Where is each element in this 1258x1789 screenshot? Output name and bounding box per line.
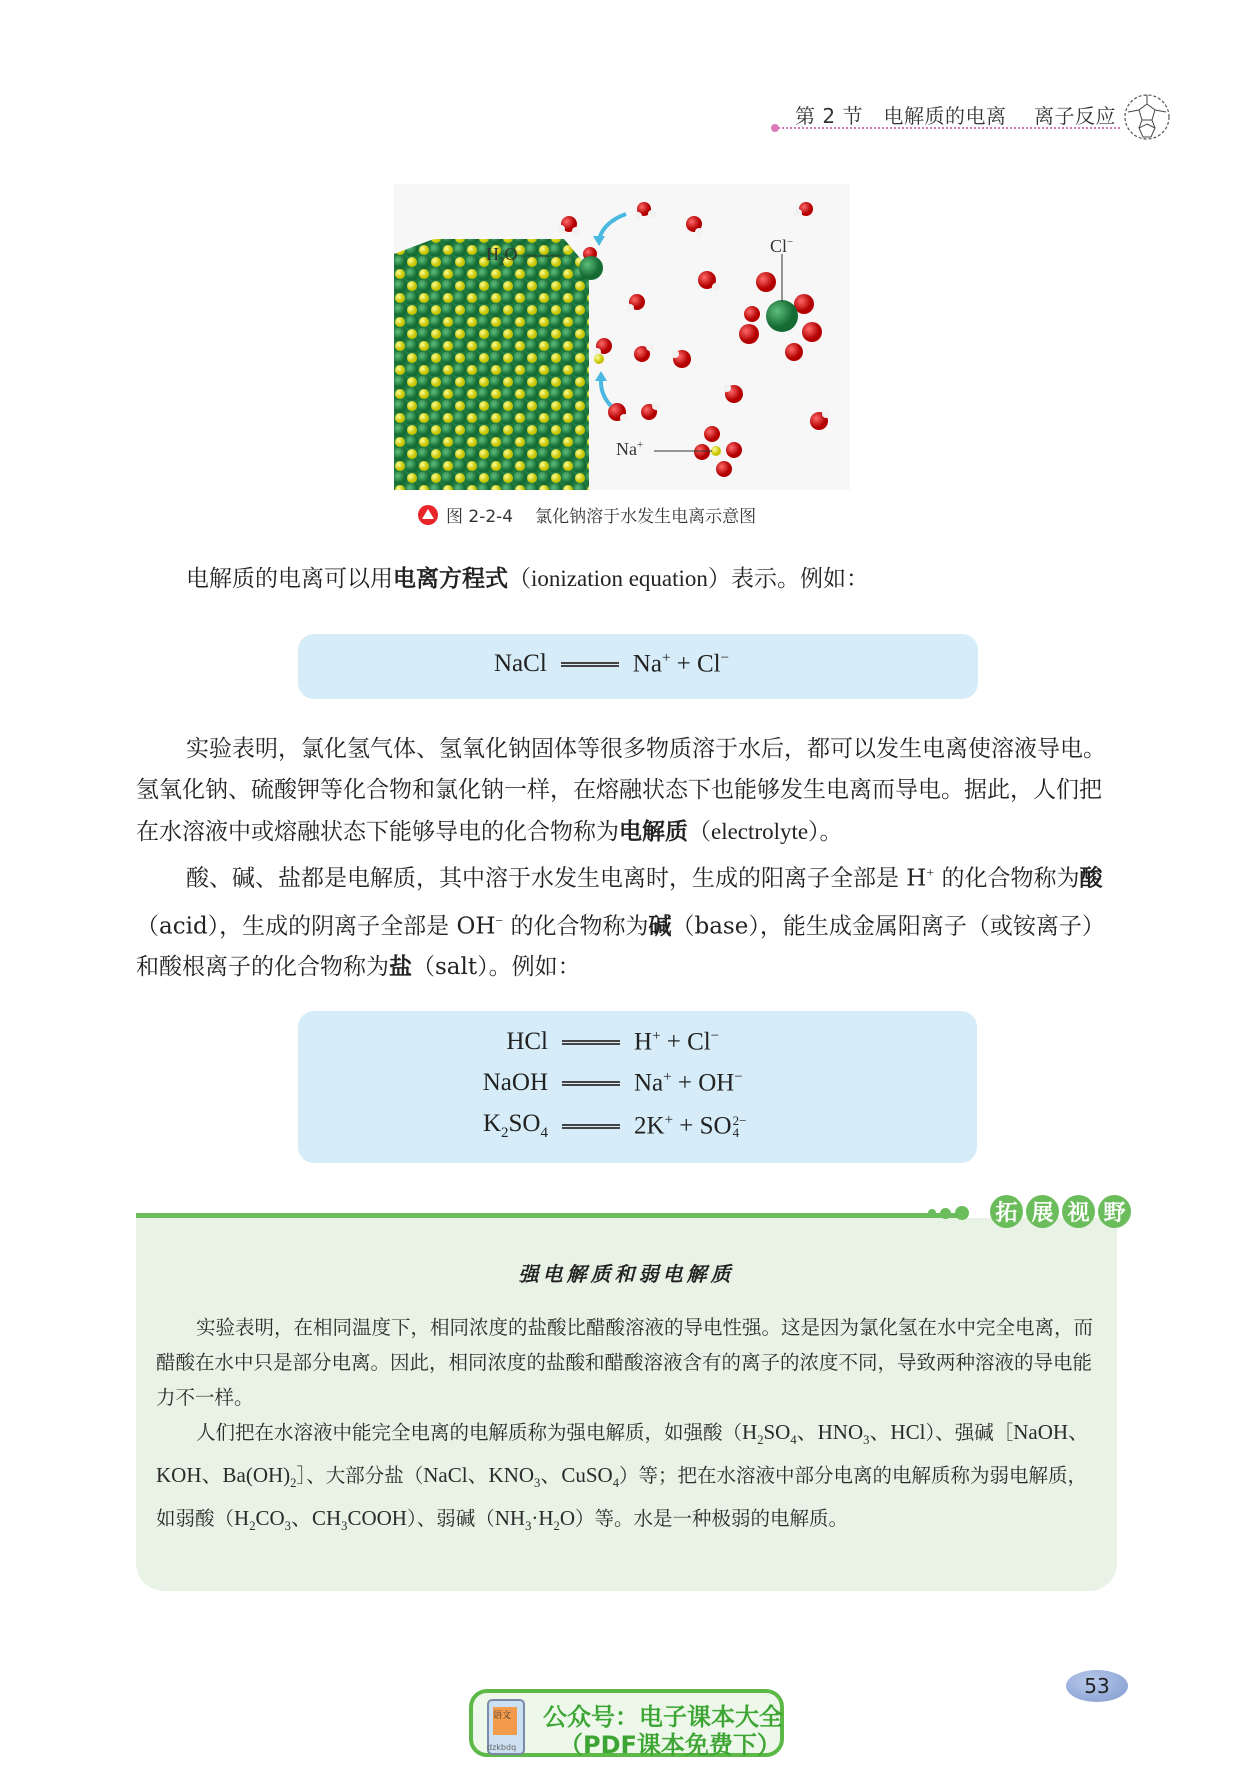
intro-text: 电解质的电离可以用 [186, 566, 393, 592]
term-electrolyte: 电解质 [619, 819, 688, 845]
para1-english: （electrolyte）。 [688, 819, 843, 844]
promo-line-1: 公众号：电子课本大全 [543, 1703, 783, 1731]
caption-number: 图 2-2-4 [446, 507, 514, 527]
extension-dots [928, 1206, 969, 1220]
promo-banner[interactable] [469, 1689, 784, 1757]
eq-lhs: NaOH [482, 1069, 548, 1097]
eq-rhs: 2K+ + SO 2− 4 [634, 1111, 747, 1141]
badge-char: 拓 [990, 1195, 1023, 1228]
para2-text-4: 的化合物称为 [503, 913, 649, 940]
extension-heading-badges [990, 1195, 1131, 1228]
nacl-dissolution-figure [394, 184, 850, 490]
eq-lhs: $K_2SO_4$ [482, 1110, 548, 1141]
h-plus-sup: + [926, 865, 935, 880]
fullerene-icon [1122, 92, 1172, 142]
badge-char: 展 [1026, 1195, 1059, 1228]
badge-char: 野 [1098, 1195, 1131, 1228]
intro-post: 表示。例如： [730, 566, 869, 592]
term-acid: 酸 [1079, 865, 1103, 892]
equals-arrow-icon [562, 1040, 620, 1045]
extension-title: 强电解质和弱电解质 [518, 1262, 735, 1286]
promo-line-2: （PDF课本免费下） [559, 1731, 781, 1759]
header-rule [775, 127, 1120, 129]
extension-rule [136, 1213, 966, 1218]
term-salt: 盐 [389, 954, 412, 981]
h2o-label: $H_2O$ [486, 244, 518, 268]
paragraph-acid-base-salt [136, 852, 1116, 988]
extension-paragraph-1: 实验表明，在相同温度下，相同浓度的盐酸比醋酸溶液的导电性强。这是因为氯化氢在水中完全电离，而醋酸在水中只是部分电离。因此，相同浓度的盐酸和醋酸溶液含有的离子的浓度不同，导致两种溶液的导电能力不一样。 [156, 1316, 1094, 1409]
equation-naoh [470, 1069, 743, 1097]
para2-text-5: （base），能生成金属阳离子（或铵离子）和酸根离子的化合物称为 [136, 913, 1105, 981]
eq-lhs: HCl [506, 1028, 548, 1056]
oh-minus-sup: − [495, 912, 504, 928]
para1-text: 实验表明，氯化氢气体、氢氧化钠固体等很多物质溶于水后，都可以发生电离使溶液导电。氢氧化钠、硫酸钾等化合物和氯化钠一样，在熔融状态下也能够发生电离而导电。据此，人们把在水溶液中或熔融状态下能够导电的化合物称为 [136, 736, 1106, 845]
equation-k2so4 [470, 1110, 746, 1142]
figure-caption [418, 502, 756, 527]
promo-small-text: dzkbdq [487, 1743, 517, 1752]
term-ionization-equation: 电离方程式 [393, 566, 508, 592]
equation-hcl [470, 1028, 719, 1056]
intro-english: （ionization equation） [508, 566, 731, 591]
extension-paragraph-2: 人们把在水溶液中能完全电离的电解质称为强电解质，如强酸（$H_2SO_4$、$HNO_3$、HCl）、强碱［NaOH、KOH、$Ba(OH)_2]$、大部分盐（NaCl、$KNO_3$、CuSO$_4$）等；把在水溶液中部分电离的电解质称为弱电解质，如弱酸（$H_2CO_3$、$CH_3COOH$）、弱碱$(NH_3\cdot H_2O)$等。水是一种极弱的电解质。 [156, 1420, 1090, 1534]
badge-char: 视 [1062, 1195, 1095, 1228]
eq-rhs: Na+ + OH− [634, 1069, 743, 1097]
equals-arrow-icon [561, 662, 619, 667]
ebook-icon: 语文 [487, 1699, 525, 1755]
term-base: 碱 [648, 913, 672, 940]
eq-lhs: NaCl [494, 650, 547, 678]
eq-rhs: H+ + Cl− [634, 1028, 720, 1056]
page-number: 53 [1066, 1670, 1128, 1702]
na-ion-label: Na+ [616, 439, 644, 459]
paragraph-electrolyte [136, 729, 1116, 853]
para2-text-6: （salt）。例如： [412, 954, 581, 981]
equals-arrow-icon [562, 1081, 620, 1086]
intro-paragraph [136, 558, 1116, 600]
caption-triangle-icon [418, 505, 438, 525]
equals-arrow-icon [562, 1124, 620, 1129]
para2-text-2: 的化合物称为 [934, 865, 1080, 892]
equation-nacl [494, 650, 729, 678]
para2-text-1: 酸、碱、盐都是电解质，其中溶于水发生电离时，生成的阳离子全部是 H [186, 865, 927, 892]
caption-text: 氯化钠溶于水发生电离示意图 [535, 507, 757, 527]
cl-ion-label: Cl− [770, 236, 794, 256]
para2-text-3: （acid），生成的阴离子全部是 OH [136, 913, 496, 940]
running-head: 第 2 节 电解质的电离 离子反应 [795, 104, 1116, 128]
eq-rhs: Na+ + Cl− [632, 650, 730, 678]
extension-panel [136, 1218, 1117, 1591]
